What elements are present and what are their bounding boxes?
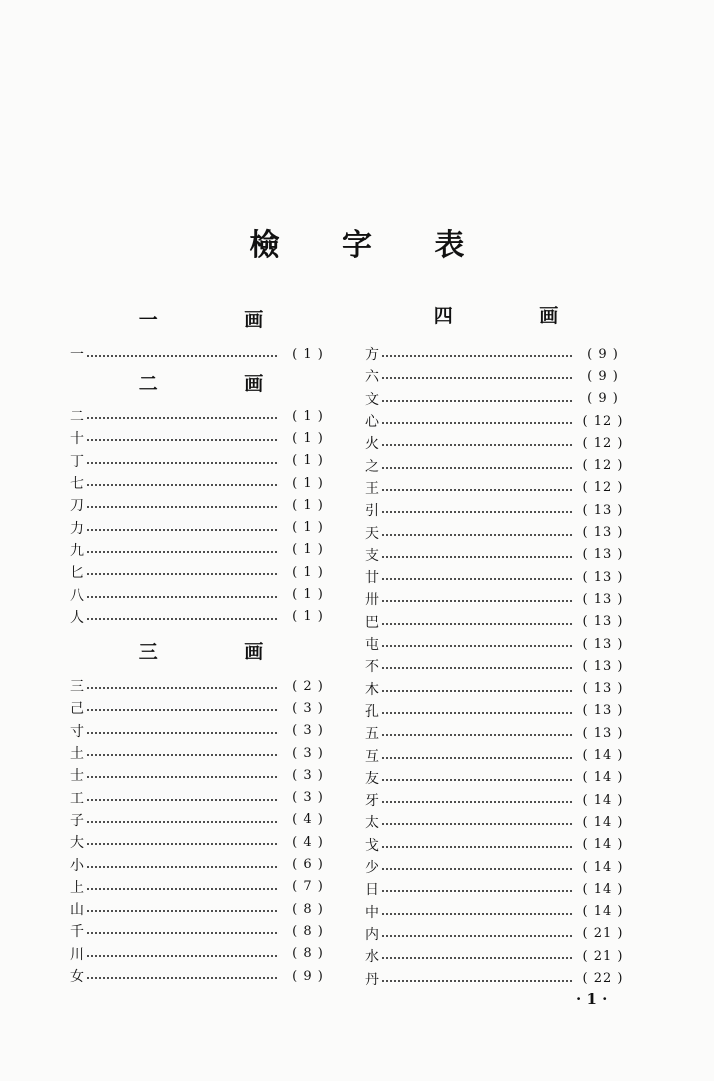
dot-leader [381, 377, 573, 379]
entry-character: 太 [365, 815, 379, 832]
index-entry [70, 831, 332, 853]
dot-leader [381, 757, 573, 759]
entry-character: 小 [70, 857, 84, 874]
dot-leader [381, 600, 573, 602]
dot-leader [381, 556, 573, 558]
dot-leader [86, 977, 278, 979]
index-entry [365, 901, 627, 923]
entry-page-ref: ( 1 ) [292, 346, 324, 362]
entry-character: 日 [365, 882, 379, 899]
entry-page-ref: ( 1 ) [292, 587, 324, 603]
entry-page-ref: ( 13 ) [582, 614, 624, 630]
entry-character: 寸 [70, 723, 84, 740]
entry-character: 二 [70, 409, 84, 426]
entry-page-ref: ( 8 ) [292, 946, 324, 962]
entry-character: 千 [70, 924, 84, 941]
entry-page-ref: ( 3 ) [292, 723, 324, 739]
index-entry [365, 722, 627, 744]
dot-leader [381, 890, 573, 892]
entry-character: 互 [365, 748, 379, 765]
entry-page-ref: ( 12 ) [582, 480, 624, 496]
entry-character: 十 [70, 431, 84, 448]
entry-page-ref: ( 1 ) [292, 453, 324, 469]
index-entry [365, 365, 627, 387]
entry-page-ref: ( 3 ) [292, 745, 324, 761]
index-entry [365, 655, 627, 677]
index-entry [70, 675, 332, 697]
index-entry [70, 898, 332, 920]
index-entry [365, 432, 627, 454]
entry-page-ref: ( 8 ) [292, 901, 324, 917]
entry-character: 工 [70, 790, 84, 807]
entry-page-ref: ( 4 ) [292, 812, 324, 828]
entry-page-ref: ( 7 ) [292, 879, 324, 895]
index-entry [365, 789, 627, 811]
index-entry [70, 427, 332, 449]
entry-page-ref: ( 21 ) [582, 926, 624, 942]
dot-leader [381, 734, 573, 736]
entry-character: 引 [365, 503, 379, 520]
section-heading: 三 画 [138, 641, 304, 663]
index-entry [70, 472, 332, 494]
index-entry [365, 410, 627, 432]
dot-leader [381, 645, 573, 647]
entry-character: 子 [70, 812, 84, 829]
section-heading: 一 画 [138, 309, 304, 331]
entry-character: 戈 [365, 837, 379, 854]
index-entry [365, 388, 627, 410]
entry-character: 巴 [365, 614, 379, 631]
entry-page-ref: ( 1 ) [292, 408, 324, 424]
entry-character: 支 [365, 547, 379, 564]
entry-character: 卅 [365, 592, 379, 609]
dot-leader [381, 489, 573, 491]
dot-leader [86, 439, 278, 441]
entry-character: 一 [70, 347, 84, 364]
entry-character: 七 [70, 476, 84, 493]
entry-character: 之 [365, 458, 379, 475]
entry-page-ref: ( 13 ) [582, 636, 624, 652]
index-entry [365, 700, 627, 722]
entry-character: 中 [365, 904, 379, 921]
entry-character: 内 [365, 926, 379, 943]
dot-leader [381, 467, 573, 469]
dot-leader [381, 444, 573, 446]
section-heading: 四 画 [433, 305, 599, 327]
entry-page-ref: ( 14 ) [582, 770, 624, 786]
dot-leader [86, 596, 278, 598]
entry-character: 山 [70, 902, 84, 919]
index-entry [365, 834, 627, 856]
dot-leader [381, 712, 573, 714]
entry-page-ref: ( 9 ) [587, 391, 619, 407]
dot-leader [86, 573, 278, 575]
page-number: · 1 · [576, 990, 608, 1008]
index-entry [365, 767, 627, 789]
dot-leader [86, 932, 278, 934]
entry-page-ref: ( 3 ) [292, 790, 324, 806]
entry-character: 天 [365, 525, 379, 542]
entry-character: 八 [70, 587, 84, 604]
index-entry [70, 539, 332, 561]
dot-leader [381, 779, 573, 781]
index-entry [70, 697, 332, 719]
entry-page-ref: ( 12 ) [582, 458, 624, 474]
entry-character: 六 [365, 369, 379, 386]
dot-leader [381, 511, 573, 513]
dot-leader [86, 462, 278, 464]
dot-leader [381, 980, 573, 982]
entry-character: 木 [365, 681, 379, 698]
entry-page-ref: ( 1 ) [292, 542, 324, 558]
dot-leader [86, 732, 278, 734]
dot-leader [381, 534, 573, 536]
index-entry [365, 455, 627, 477]
entry-page-ref: ( 13 ) [582, 569, 624, 585]
dot-leader [86, 888, 278, 890]
entry-page-ref: ( 13 ) [582, 703, 624, 719]
entry-character: 屯 [365, 637, 379, 654]
index-entry [365, 544, 627, 566]
entry-page-ref: ( 12 ) [582, 413, 624, 429]
entry-page-ref: ( 1 ) [292, 520, 324, 536]
index-entry [70, 583, 332, 605]
index-entry [365, 566, 627, 588]
entry-character: 土 [70, 746, 84, 763]
entry-page-ref: ( 8 ) [292, 923, 324, 939]
dot-leader [86, 866, 278, 868]
entry-page-ref: ( 14 ) [582, 837, 624, 853]
index-entry [70, 405, 332, 427]
entry-character: 不 [365, 659, 379, 676]
entry-page-ref: ( 14 ) [582, 859, 624, 875]
dot-leader [381, 823, 573, 825]
dot-leader [86, 799, 278, 801]
entry-character: 牙 [365, 793, 379, 810]
dot-leader [381, 935, 573, 937]
index-entry [365, 343, 627, 365]
index-entry [70, 606, 332, 628]
entry-character: 力 [70, 520, 84, 537]
index-entry [70, 764, 332, 786]
entry-page-ref: ( 1 ) [292, 497, 324, 513]
dot-leader [86, 843, 278, 845]
entry-page-ref: ( 13 ) [582, 502, 624, 518]
entry-page-ref: ( 21 ) [582, 948, 624, 964]
entry-page-ref: ( 13 ) [582, 658, 624, 674]
index-entry [70, 450, 332, 472]
entry-character: 三 [70, 679, 84, 696]
dot-leader [86, 821, 278, 823]
entry-page-ref: ( 14 ) [582, 814, 624, 830]
entry-character: 心 [365, 414, 379, 431]
index-entry [365, 521, 627, 543]
entry-page-ref: ( 4 ) [292, 834, 324, 850]
index-entry [70, 787, 332, 809]
dot-leader [86, 910, 278, 912]
dot-leader [381, 355, 573, 357]
entry-character: 匕 [70, 565, 84, 582]
entry-page-ref: ( 1 ) [292, 609, 324, 625]
index-entry [70, 943, 332, 965]
entry-page-ref: ( 1 ) [292, 475, 324, 491]
entry-page-ref: ( 13 ) [582, 681, 624, 697]
dot-leader [381, 846, 573, 848]
dot-leader [86, 417, 278, 419]
dot-leader [86, 955, 278, 957]
entry-character: 五 [365, 726, 379, 743]
entry-page-ref: ( 13 ) [582, 525, 624, 541]
dot-leader [86, 529, 278, 531]
index-entry [365, 945, 627, 967]
dot-leader [86, 506, 278, 508]
dot-leader [381, 667, 573, 669]
entry-page-ref: ( 12 ) [582, 435, 624, 451]
dot-leader [86, 618, 278, 620]
entry-page-ref: ( 3 ) [292, 700, 324, 716]
index-entry [365, 678, 627, 700]
entry-page-ref: ( 14 ) [582, 881, 624, 897]
index-entry [70, 742, 332, 764]
index-entry [70, 809, 332, 831]
index-entry [70, 720, 332, 742]
entry-character: 人 [70, 609, 84, 626]
index-entry [70, 494, 332, 516]
index-entry [70, 853, 332, 875]
dot-leader [86, 709, 278, 711]
index-entry [365, 923, 627, 945]
index-entry [70, 876, 332, 898]
entry-page-ref: ( 22 ) [582, 971, 624, 987]
entry-character: 火 [365, 436, 379, 453]
entry-character: 孔 [365, 703, 379, 720]
entry-character: 文 [365, 391, 379, 408]
dot-leader [381, 868, 573, 870]
dot-leader [381, 913, 573, 915]
dot-leader [381, 623, 573, 625]
entry-page-ref: ( 2 ) [292, 678, 324, 694]
index-entry [365, 633, 627, 655]
entry-character: 刀 [70, 498, 84, 515]
dot-leader [381, 690, 573, 692]
dot-leader [86, 754, 278, 756]
entry-character: 大 [70, 835, 84, 852]
dot-leader [381, 801, 573, 803]
index-entry [365, 967, 627, 989]
index-entry [365, 588, 627, 610]
entry-character: 士 [70, 768, 84, 785]
entry-page-ref: ( 6 ) [292, 857, 324, 873]
index-entry [365, 499, 627, 521]
entry-character: 丁 [70, 453, 84, 470]
entry-character: 九 [70, 542, 84, 559]
dot-leader [86, 355, 278, 357]
index-entry [70, 920, 332, 942]
dot-leader [86, 687, 278, 689]
entry-page-ref: ( 14 ) [582, 792, 624, 808]
index-entry [70, 561, 332, 583]
entry-page-ref: ( 14 ) [582, 748, 624, 764]
entry-page-ref: ( 9 ) [587, 368, 619, 384]
dot-leader [86, 551, 278, 553]
section-heading: 二 画 [138, 373, 304, 395]
dot-leader [86, 484, 278, 486]
dot-leader [381, 422, 573, 424]
entry-page-ref: ( 9 ) [587, 346, 619, 362]
entry-page-ref: ( 14 ) [582, 904, 624, 920]
index-entry [70, 965, 332, 987]
entry-page-ref: ( 13 ) [582, 547, 624, 563]
entry-character: 廿 [365, 570, 379, 587]
entry-character: 友 [365, 770, 379, 787]
index-entry [365, 477, 627, 499]
page-title: 檢 字 表 [249, 228, 491, 263]
dot-leader [86, 776, 278, 778]
entry-page-ref: ( 1 ) [292, 430, 324, 446]
index-entry [70, 343, 332, 365]
index-entry [365, 611, 627, 633]
entry-character: 己 [70, 701, 84, 718]
entry-character: 王 [365, 480, 379, 497]
entry-character: 川 [70, 946, 84, 963]
index-entry [365, 856, 627, 878]
entry-character: 丹 [365, 971, 379, 988]
index-entry [365, 878, 627, 900]
index-entry [365, 744, 627, 766]
dot-leader [381, 957, 573, 959]
entry-character: 少 [365, 860, 379, 877]
dot-leader [381, 578, 573, 580]
entry-character: 水 [365, 949, 379, 966]
dot-leader [381, 400, 573, 402]
index-entry [70, 517, 332, 539]
index-entry [365, 811, 627, 833]
entry-character: 女 [70, 969, 84, 986]
entry-character: 方 [365, 347, 379, 364]
entry-page-ref: ( 13 ) [582, 591, 624, 607]
entry-page-ref: ( 3 ) [292, 767, 324, 783]
entry-page-ref: ( 9 ) [292, 968, 324, 984]
entry-page-ref: ( 13 ) [582, 725, 624, 741]
entry-page-ref: ( 1 ) [292, 564, 324, 580]
entry-character: 上 [70, 879, 84, 896]
